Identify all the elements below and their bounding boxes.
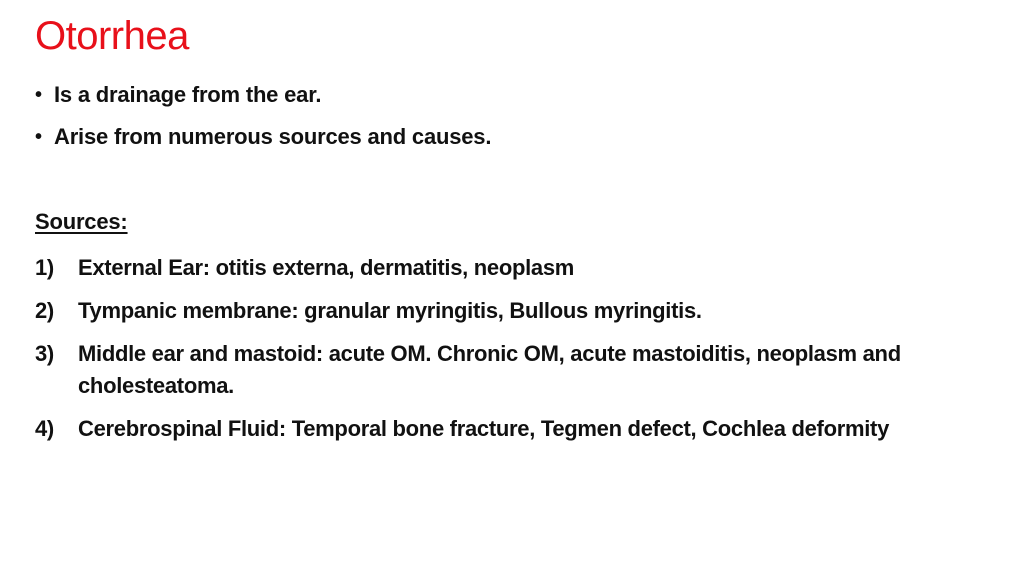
- sources-list: [35, 252, 995, 456]
- source-text: Tympanic membrane: granular myringitis, Bullous myringitis.: [78, 298, 702, 323]
- source-number: 4): [35, 416, 54, 441]
- source-number: 2): [35, 298, 54, 323]
- source-text: Cerebrospinal Fluid: Temporal bone fracture, Tegmen defect, Cochlea deformity: [78, 416, 890, 441]
- bullet-item: [35, 122, 995, 164]
- source-item: [35, 338, 995, 402]
- source-item: [35, 252, 995, 284]
- bullet-dot-icon: •: [35, 126, 42, 148]
- source-item: [35, 413, 995, 445]
- source-item: [35, 295, 995, 327]
- bullet-item: [35, 80, 995, 122]
- source-text: External Ear: otitis externa, dermatitis, neoplasm: [78, 255, 575, 280]
- bullet-text: Is a drainage from the ear.: [54, 82, 322, 107]
- source-number: 1): [35, 255, 54, 280]
- bullet-list: [35, 80, 995, 164]
- slide-title: Otorrhea: [35, 14, 189, 58]
- bullet-text: Arise from numerous sources and causes.: [54, 124, 492, 149]
- source-text: Middle ear and mastoid: acute OM. Chronic OM, acute mastoiditis, neoplasm and cholesteatoma.: [78, 341, 901, 398]
- source-number: 3): [35, 341, 54, 366]
- bullet-dot-icon: •: [35, 84, 42, 106]
- sources-heading: Sources:: [35, 209, 128, 234]
